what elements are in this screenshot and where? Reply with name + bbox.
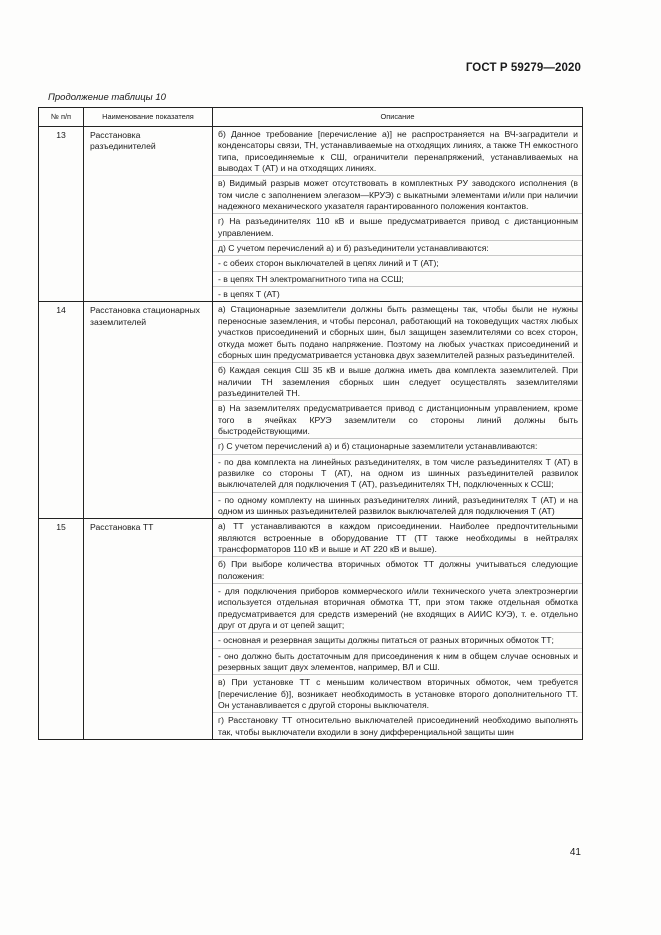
requirements-table	[38, 107, 583, 740]
description-paragraph: - оно должно быть достаточным для присоединения к ним в общем случае основных и резервных защит двух элементов, например, ВЛ и СШ.	[213, 649, 582, 676]
description-paragraph: а) ТТ устанавливаются в каждом присоединении. Наиболее предпочтительными являются встроенные в оборудование ТТ (ТТ также необходимы в нейтралях трансформаторов 110 кВ и выше и АТ 220 кВ и выше).	[213, 519, 582, 557]
indicator-name: Расстановка стационарных заземлителей	[84, 302, 213, 519]
description-paragraph: г) Расстановку ТТ относительно выключателей присоединений необходимо выполнять так, чтобы выключатели входили в зону дифференциальной защиты шин	[218, 715, 578, 737]
indicator-name: Расстановка ТТ	[84, 519, 213, 740]
description-paragraph: д) С учетом перечислений а) и б) разъединители устанавливаются:	[213, 241, 582, 256]
description-paragraph: в) При установке ТТ с меньшим количеством вторичных обмоток, чем требуется [перечисление б)], возникает необходимость в установке второго дополнительного ТТ. Он устанавливается с другой стороны выключателя.	[213, 675, 582, 713]
column-header-number: № п/п	[39, 108, 84, 127]
description-paragraph: б) Данное требование [перечисление а)] не распространяется на ВЧ-заградители и конденсаторы связи, ТН, устанавливаемые на отходящих линиях, а также ТН емкостного типа, присоединяемые к СШ, ограничители перенапряжений, устанавливаемых на выводах Т (АТ) и на отходящих линиях.	[213, 127, 582, 176]
description-paragraph: г) На разъединителях 110 кВ и выше предусматривается привод с дистанционным управлением.	[213, 214, 582, 241]
row-number: 15	[39, 519, 84, 740]
description-paragraph: а) Стационарные заземлители должны быть размещены так, чтобы были не нужны переносные заземления, и чтобы персонал, работающий на токоведущих частях любых участков присоединений и сборных шин, был защищен заземлителями со всех сторон, откуда может быть подано напряжение. Поэтому на любых участках присоединений и сборных шин предусматривается установка двух заземлителей разных разъединителей.	[213, 302, 582, 363]
description-paragraph: - в цепях ТН электромагнитного типа на ССШ;	[213, 272, 582, 287]
description-paragraph: б) Каждая секция СШ 35 кВ и выше должна иметь два комплекта заземлителей. При наличии ТН заземления сборных шин следует осуществлять заземлителями разъединителей ТН.	[213, 363, 582, 401]
table-row	[39, 302, 583, 519]
description-paragraph: в) Видимый разрыв может отсутствовать в комплектных РУ заводского исполнения (в том числе с заполнением элегазом—КРУЭ) с выкатными элементами и/или при наличии надежного механического указателя гарантированного положения контактов.	[213, 176, 582, 214]
description-paragraph: - основная и резервная защиты должны питаться от разных вторичных обмоток ТТ;	[213, 633, 582, 648]
description-paragraph: г) С учетом перечислений а) и б) стационарные заземлители устанавливаются:	[213, 439, 582, 454]
row-number: 13	[39, 127, 84, 302]
description-paragraph: - с обеих сторон выключателей в цепях линий и Т (АТ);	[213, 256, 582, 271]
description-cell	[213, 519, 583, 740]
description-paragraph: - в цепях Т (АТ)	[218, 289, 280, 300]
description-paragraph: - по два комплекта на линейных разъединителях, в том числе разъединителях Т (АТ) в развилке со стороны Т (АТ), на одном из шинных разъединителей развилок выключателей для подключения Т (АТ), разъединителях ТН, подключенных к ССШ;	[213, 455, 582, 493]
table-row	[39, 127, 583, 302]
description-paragraph: - для подключения приборов коммерческого и/или технического учета электроэнергии используется отдельная вторичная обмотка ТТ, при этом также отдельная обмотка предусматривается для средств измерений (не входящих в АИИС КУЭ), т. е. отдельно друг от друга и от цепей защит;	[213, 584, 582, 633]
table-row	[39, 519, 583, 740]
indicator-name: Расстановка разъединителей	[84, 127, 213, 302]
description-cell	[213, 127, 583, 302]
standard-designation: ГОСТ Р 59279—2020	[465, 62, 581, 74]
table-caption: Продолжение таблицы 10	[48, 92, 166, 103]
description-cell	[213, 302, 583, 519]
page-number: 41	[569, 847, 581, 858]
table-header-row	[39, 108, 583, 127]
column-header-description: Описание	[213, 108, 583, 127]
description-paragraph: - по одному комплекту на шинных разъединителях линий, разъединителях Т (АТ) и на одном из шинных разъединителей развилок выключателей для подключения Т (АТ)	[218, 494, 578, 516]
row-number: 14	[39, 302, 84, 519]
description-paragraph: в) На заземлителях предусматривается привод с дистанционным управлением, кроме того в ячейках КРУЭ заземлители со стороны линий должны быть быстродействующими.	[213, 401, 582, 439]
description-paragraph: б) При выборе количества вторичных обмоток ТТ должны учитываться следующие положения:	[213, 557, 582, 584]
column-header-name: Наименование показателя	[84, 108, 213, 127]
